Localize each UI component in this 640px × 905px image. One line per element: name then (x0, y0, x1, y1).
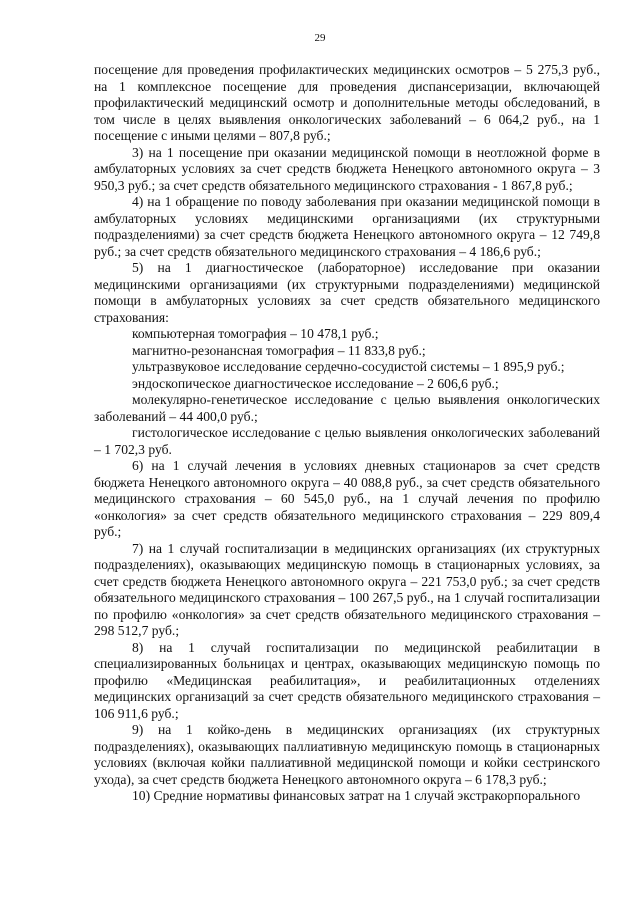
paragraph-visits-continued: посещение для проведения профилактических медицинских осмотров – 5 275,3 руб., на 1 комплексное посещение для проведения диспансеризации, включающей профилактический медицинский осмотр и дополнительные методы обследований, в том числе в целях выявления онкологических заболеваний – 6 064,2 руб., на 1 посещение с иными целями – 807,8 руб.; (94, 62, 600, 143)
paragraph-item-8-rehabilitation: 8) на 1 случай госпитализации по медицинской реабилитации в специализированных больницах и центрах, оказывающих медицинскую помощь по профилю «Медицинская реабилитация», и реабилитационных отделениях медицинских организаций за счет средств обязательного медицинского страхования – 106 911,6 руб.; (94, 639, 600, 721)
paragraph-item-6-day-hospital: 6) на 1 случай лечения в условиях дневных стационаров за счет средств бюджета Ненецкого автономного округа – 40 088,8 руб., за счет средств обязательного медицинского страхования – 60 545,0 руб., на 1 случай лечения по профилю «онкология» за счет средств обязательного медицинского страхования – 229 809,4 руб.; (94, 458, 600, 539)
paragraph-item-4-disease-visit: 4) на 1 обращение по поводу заболевания при оказании медицинской помощи в амбулаторных условиях медицинскими организациями (их структурными подразделениями) за счет средств бюджета Ненецкого автономного округа – 12 749,8 руб.; за счет средств обязательного медицинского страхования – 4 186,6 руб.; (94, 194, 600, 259)
list-item-ct: компьютерная томография – 10 478,1 руб.; (132, 326, 379, 341)
list-item-molecular-genetic: молекулярно-генетическое исследование с целью выявления онкологических заболеваний – 44 400,0 руб.; (94, 392, 600, 424)
list-item-ultrasound: ультразвуковое исследование сердечно-сосудистой системы – 1 895,9 руб.; (132, 359, 565, 374)
paragraph-item-5-diagnostics: 5) на 1 диагностическое (лабораторное) исследование при оказании медицинскими организациями (их структурными подразделениями) медицинской помощи в амбулаторных условиях за счет средств обязательного медицинского страхования: (94, 260, 600, 325)
paragraph-item-10-extracorporeal: 10) Средние нормативы финансовых затрат на 1 случай экстракорпорального (132, 788, 581, 803)
list-item-histology: гистологическое исследование с целью выявления онкологических заболеваний – 1 702,3 руб. (94, 425, 600, 457)
paragraph-item-7-hospitalization: 7) на 1 случай госпитализации в медицинских организациях (их структурных подразделениях), оказывающих медицинскую помощь в стационарных условиях, за счет средств бюджета Ненецкого автономного округа – 221 753,0 руб.; за счет средств обязательного медицинского страхования – 100 267,5 руб., на 1 случай госпитализации по профилю «онкология» за счет средств обязательного медицинского страхования – 298 512,7 руб.; (94, 540, 600, 638)
page-number: 29 (314, 32, 326, 44)
document-body (94, 62, 600, 805)
list-item-endoscopy: эндоскопическое диагностическое исследование – 2 606,6 руб.; (132, 375, 499, 391)
paragraph-item-3-urgent-care: 3) на 1 посещение при оказании медицинской помощи в неотложной форме в амбулаторных условиях за счет средств бюджета Ненецкого автономного округа – 3 950,3 руб.; за счет средств обязательного медицинского страхования - 1 867,8 руб.; (94, 144, 600, 193)
list-item-mri: магнитно-резонансная томография – 11 833,8 руб.; (132, 342, 426, 358)
paragraph-item-9-palliative: 9) на 1 койко-день в медицинских организациях (их структурных подразделениях), оказывающих паллиативную медицинскую помощь в стационарных условиях (включая койки паллиативной медицинской помощи и койки сестринского ухода), за счет средств бюджета Ненецкого автономного округа – 6 178,3 руб.; (94, 722, 600, 787)
